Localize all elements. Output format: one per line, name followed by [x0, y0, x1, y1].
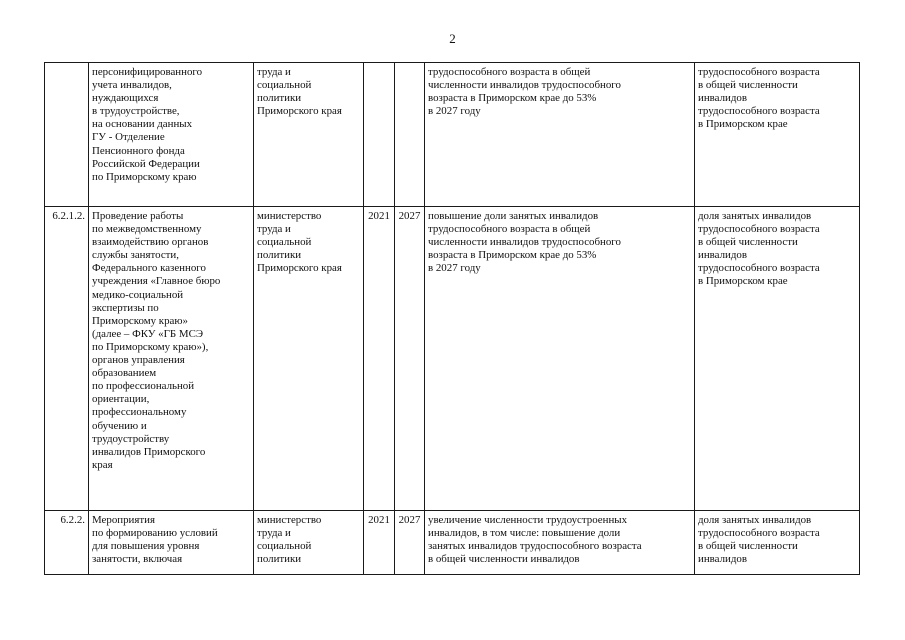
indicator-cell: доля занятых инвалидов трудоспособного возраста в общей численности инвалидов [695, 511, 860, 575]
measure-name-cell: персонифицированного учета инвалидов, нуждающихся в трудоустройстве, на основании данных ГУ - Отделение Пенсионного фонда Российской Федерации по Приморскому краю [89, 63, 254, 207]
measure-name-cell: Мероприятия по формированию условий для повышения уровня занятости, включая [89, 511, 254, 575]
expected-result-cell: трудоспособного возраста в общей численности инвалидов трудоспособного возраста в Приморском крае до 53% в 2027 году [425, 63, 695, 207]
executor-cell: труда и социальной политики Приморского края [254, 63, 364, 207]
start-year-cell [364, 63, 395, 207]
end-year-cell: 2027 [395, 207, 425, 511]
executor-cell: министерство труда и социальной политики [254, 511, 364, 575]
measure-name-cell: Проведение работы по межведомственному взаимодействию органов службы занятости, Федерального казенного учреждения «Главное бюро медико-социальной экспертизы по Приморскому краю» (далее – ФКУ «ГБ МСЭ по Приморскому краю»), органов управления образованием по профессиональной ориентации, профессиональному обучению и трудоустройству инвалидов Приморского края [89, 207, 254, 511]
expected-result-cell: повышение доли занятых инвалидов трудоспособного возраста в общей численности инвалидов трудоспособного возраста в Приморском крае до 53% в 2027 году [425, 207, 695, 511]
row-number-cell: 6.2.2. [45, 511, 89, 575]
row-number-cell: 6.2.1.2. [45, 207, 89, 511]
expected-result-cell: увеличение численности трудоустроенных инвалидов, в том числе: повышение доли занятых инвалидов трудоспособного возраста в общей численности инвалидов [425, 511, 695, 575]
end-year-cell [395, 63, 425, 207]
indicator-cell: доля занятых инвалидов трудоспособного возраста в общей численности инвалидов трудоспособного возраста в Приморском крае [695, 207, 860, 511]
indicator-cell: трудоспособного возраста в общей численности инвалидов трудоспособного возраста в Приморском крае [695, 63, 860, 207]
page-number: 2 [449, 31, 456, 46]
table-row [45, 207, 860, 511]
end-year-cell: 2027 [395, 511, 425, 575]
row-number-cell [45, 63, 89, 207]
executor-cell: министерство труда и социальной политики Приморского края [254, 207, 364, 511]
table-row [45, 511, 860, 575]
table-row [45, 63, 860, 207]
start-year-cell: 2021 [364, 207, 395, 511]
measures-table [44, 62, 860, 575]
start-year-cell: 2021 [364, 511, 395, 575]
